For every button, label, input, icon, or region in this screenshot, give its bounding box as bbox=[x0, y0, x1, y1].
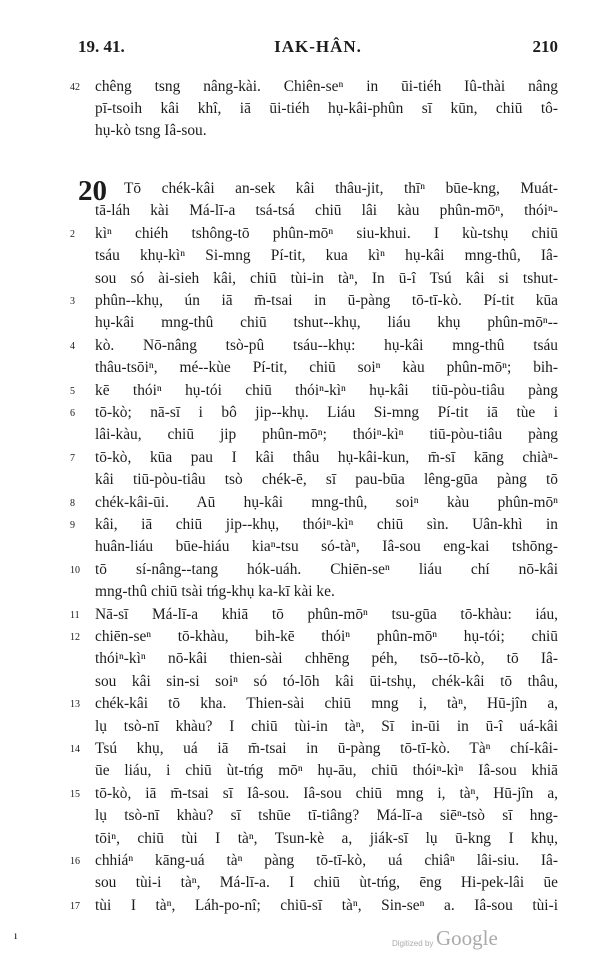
verse-number: 17 bbox=[70, 900, 80, 912]
verse-number: 11 bbox=[70, 609, 80, 621]
text-line: tō-kò, kūa pau I kâi thâu hụ-kâi-kun, m̄-sī kāng chiàⁿ- bbox=[95, 448, 558, 466]
verse-number: 7 bbox=[70, 452, 75, 464]
text-line: lụ tsò-nī khàu? I chiū tùi-in tàⁿ, Sī in-ūi in ū-î uá-kâi bbox=[95, 717, 558, 735]
verse-number: 5 bbox=[70, 385, 75, 397]
text-line: tō sí-nâng--tang hók-uáh. Chiēn-seⁿ liáu chí nō-kâi bbox=[95, 560, 558, 578]
text-line: sou tùi-i tàⁿ, Má-lī-a. I chiū ùt-tńg, ēng Hi-pek-lâi ūe bbox=[95, 874, 558, 892]
verse-number: 3 bbox=[70, 296, 75, 307]
verse-number: 4 bbox=[70, 340, 75, 352]
page-number: 210 bbox=[532, 37, 558, 56]
text-line: kâi tiū-pòu-tiâu tsò chék-ē, sī pau-būa lêng-gūa pàng tō bbox=[95, 471, 558, 489]
verse-number: 2 bbox=[70, 228, 75, 240]
text-line: mng-thû chiū tsài tńg-khụ ka-kī kài ke. bbox=[95, 583, 335, 601]
text-line: tōiⁿ, chiū tùi I tàⁿ, Tsun-kè a, jiák-sī lụ ū-kng I khụ, bbox=[95, 829, 558, 847]
text-line: sou só ài-sieh kâi, chiū tùi-in tàⁿ, In ū-î Tsú kâi si tshut- bbox=[95, 269, 558, 287]
text-line: tùi I tàⁿ, Láh-po-nî; chiū-sī tàⁿ, Sin-seⁿ a. Iâ-sou tùi-i bbox=[95, 896, 558, 914]
digitized-label: Digitized by bbox=[392, 939, 434, 948]
text-line: hụ-kò tsng Iâ-sou. bbox=[95, 122, 207, 139]
text-line: ūe liáu, i chiū ùt-tńg mōⁿ hụ-āu, chiū thóiⁿ-kìⁿ Iâ-sou khiā bbox=[95, 762, 558, 780]
text-line: kò. Nō-nâng tsò-pû tsáu--khụ: hụ-kâi mng-thû tsáu bbox=[95, 336, 558, 354]
chapter-number: 20 bbox=[78, 175, 107, 207]
running-header bbox=[78, 37, 558, 59]
text-line: lâi-kàu, chiū jip phûn-mōⁿ; thóiⁿ-kìⁿ tiū-pòu-tiâu pàng bbox=[95, 426, 558, 444]
text-line: hụ-kâi mng-thû chiū tshut--khụ, liáu khụ phûn-mōⁿ-- bbox=[95, 314, 558, 332]
text-line: sou kâi sin-si soiⁿ só tó-lōh kâi ūi-tshụ, chék-kâi tō thâu, bbox=[95, 672, 558, 690]
verse-number: 16 bbox=[70, 856, 80, 867]
text-line: kìⁿ chiéh tshông-tō phûn-mōⁿ siu-khui. I kù-tshụ chiū bbox=[95, 224, 558, 242]
text-line: Tsú khụ, uá iā m̄-tsai in ū-pàng tō-tī-kò. Tàⁿ chí-kâi- bbox=[95, 740, 558, 757]
text-line: kâi, iā chiū jip--khụ, thóiⁿ-kìⁿ chiū sìn. Uân-khì in bbox=[95, 516, 558, 533]
text-line: lụ tsò-nī khàu? sī tshūe tī-tiâng? Má-lī-a siēⁿ-tsò sī hng- bbox=[95, 807, 558, 825]
verse-number: 10 bbox=[70, 564, 80, 576]
text-line: chhiáⁿ kāng-uá tàⁿ pàng tō-tī-kò, uá chiâⁿ lâi-siu. Iâ- bbox=[95, 852, 558, 869]
verse-number: 13 bbox=[70, 699, 80, 711]
verse-number: 14 bbox=[70, 744, 80, 755]
text-line: phûn--khụ, ún iā m̄-tsai in ū-pàng tō-tī-kò. Pí-tit kūa bbox=[95, 292, 558, 309]
verse-number: 15 bbox=[70, 788, 80, 800]
text-line: chék-kâi-ūi. Aū hụ-kâi mng-thû, soiⁿ kàu phûn-mōⁿ bbox=[95, 493, 558, 511]
text-line: tō-kò; nā-sī i bô jip--khụ. Liáu Si-mng Pí-tit iā tùe i bbox=[95, 404, 558, 421]
text-line: tsáu khụ-kìⁿ Si-mng Pí-tit, kua kìⁿ hụ-kâi mng-thû, Iâ- bbox=[95, 247, 558, 265]
verse-number: 6 bbox=[70, 408, 75, 419]
text-line: thâu-tsōiⁿ, mé--kùe Pí-tit, chiū soiⁿ kàu phûn-mōⁿ; bih- bbox=[95, 359, 558, 377]
text-line: pī-tsoih kâi khî, iā ūi-tiéh hụ-kâi-phûn sī kūn, chiū tô- bbox=[95, 100, 558, 117]
book-title: IAK-HÂN. bbox=[274, 37, 362, 56]
text-line: Tō chék-kâi an-sek kâi thâu-jit, thīⁿ būe-kng, Muát- bbox=[124, 180, 558, 197]
text-line: tā-láh kài Má-lī-a tsá-tsá chiū lâi kàu phûn-mōⁿ, thóiⁿ- bbox=[95, 202, 558, 220]
verse-number: 9 bbox=[70, 520, 75, 531]
verse-reference: 19. 41. bbox=[78, 37, 125, 56]
text-line: chiēn-seⁿ tō-khàu, bih-kē thóiⁿ phûn-mōⁿ hụ-tói; chiū bbox=[95, 628, 558, 645]
text-line: thóiⁿ-kìⁿ nō-kâi thien-sài chhēng péh, tsō--tō-kò, tō Iâ- bbox=[95, 650, 558, 668]
verse-number: 8 bbox=[70, 497, 75, 509]
verse-number: 12 bbox=[70, 632, 80, 643]
margin-mark: ı bbox=[14, 928, 18, 942]
verse-number: 42 bbox=[70, 82, 80, 93]
text-line: Nā-sī Má-lī-a khiā tō phûn-mōⁿ tsu-gūa tō-khàu: iáu, bbox=[95, 605, 558, 623]
google-logo: Google bbox=[436, 926, 498, 950]
text-line: chêng tsng nâng-kài. Chiên-seⁿ in ūi-tiéh Iû-thài nâng bbox=[95, 78, 558, 95]
text-line: chék-kâi tō kha. Thien-sài chiū mng i, tàⁿ, Hū-jîn a, bbox=[95, 695, 558, 713]
text-line: kē thóiⁿ hụ-tói chiū thóiⁿ-kìⁿ hụ-kâi tiū-pòu-tiâu pàng bbox=[95, 381, 558, 399]
text-line: huân-liáu būe-hiáu kiaⁿ-tsu só-tàⁿ, Iâ-sou eng-kai tshōng- bbox=[95, 538, 558, 556]
text-line: tō-kò, iā m̄-tsai sī Iâ-sou. Iâ-sou chiū mng i, tàⁿ, Hū-jîn a, bbox=[95, 784, 558, 802]
